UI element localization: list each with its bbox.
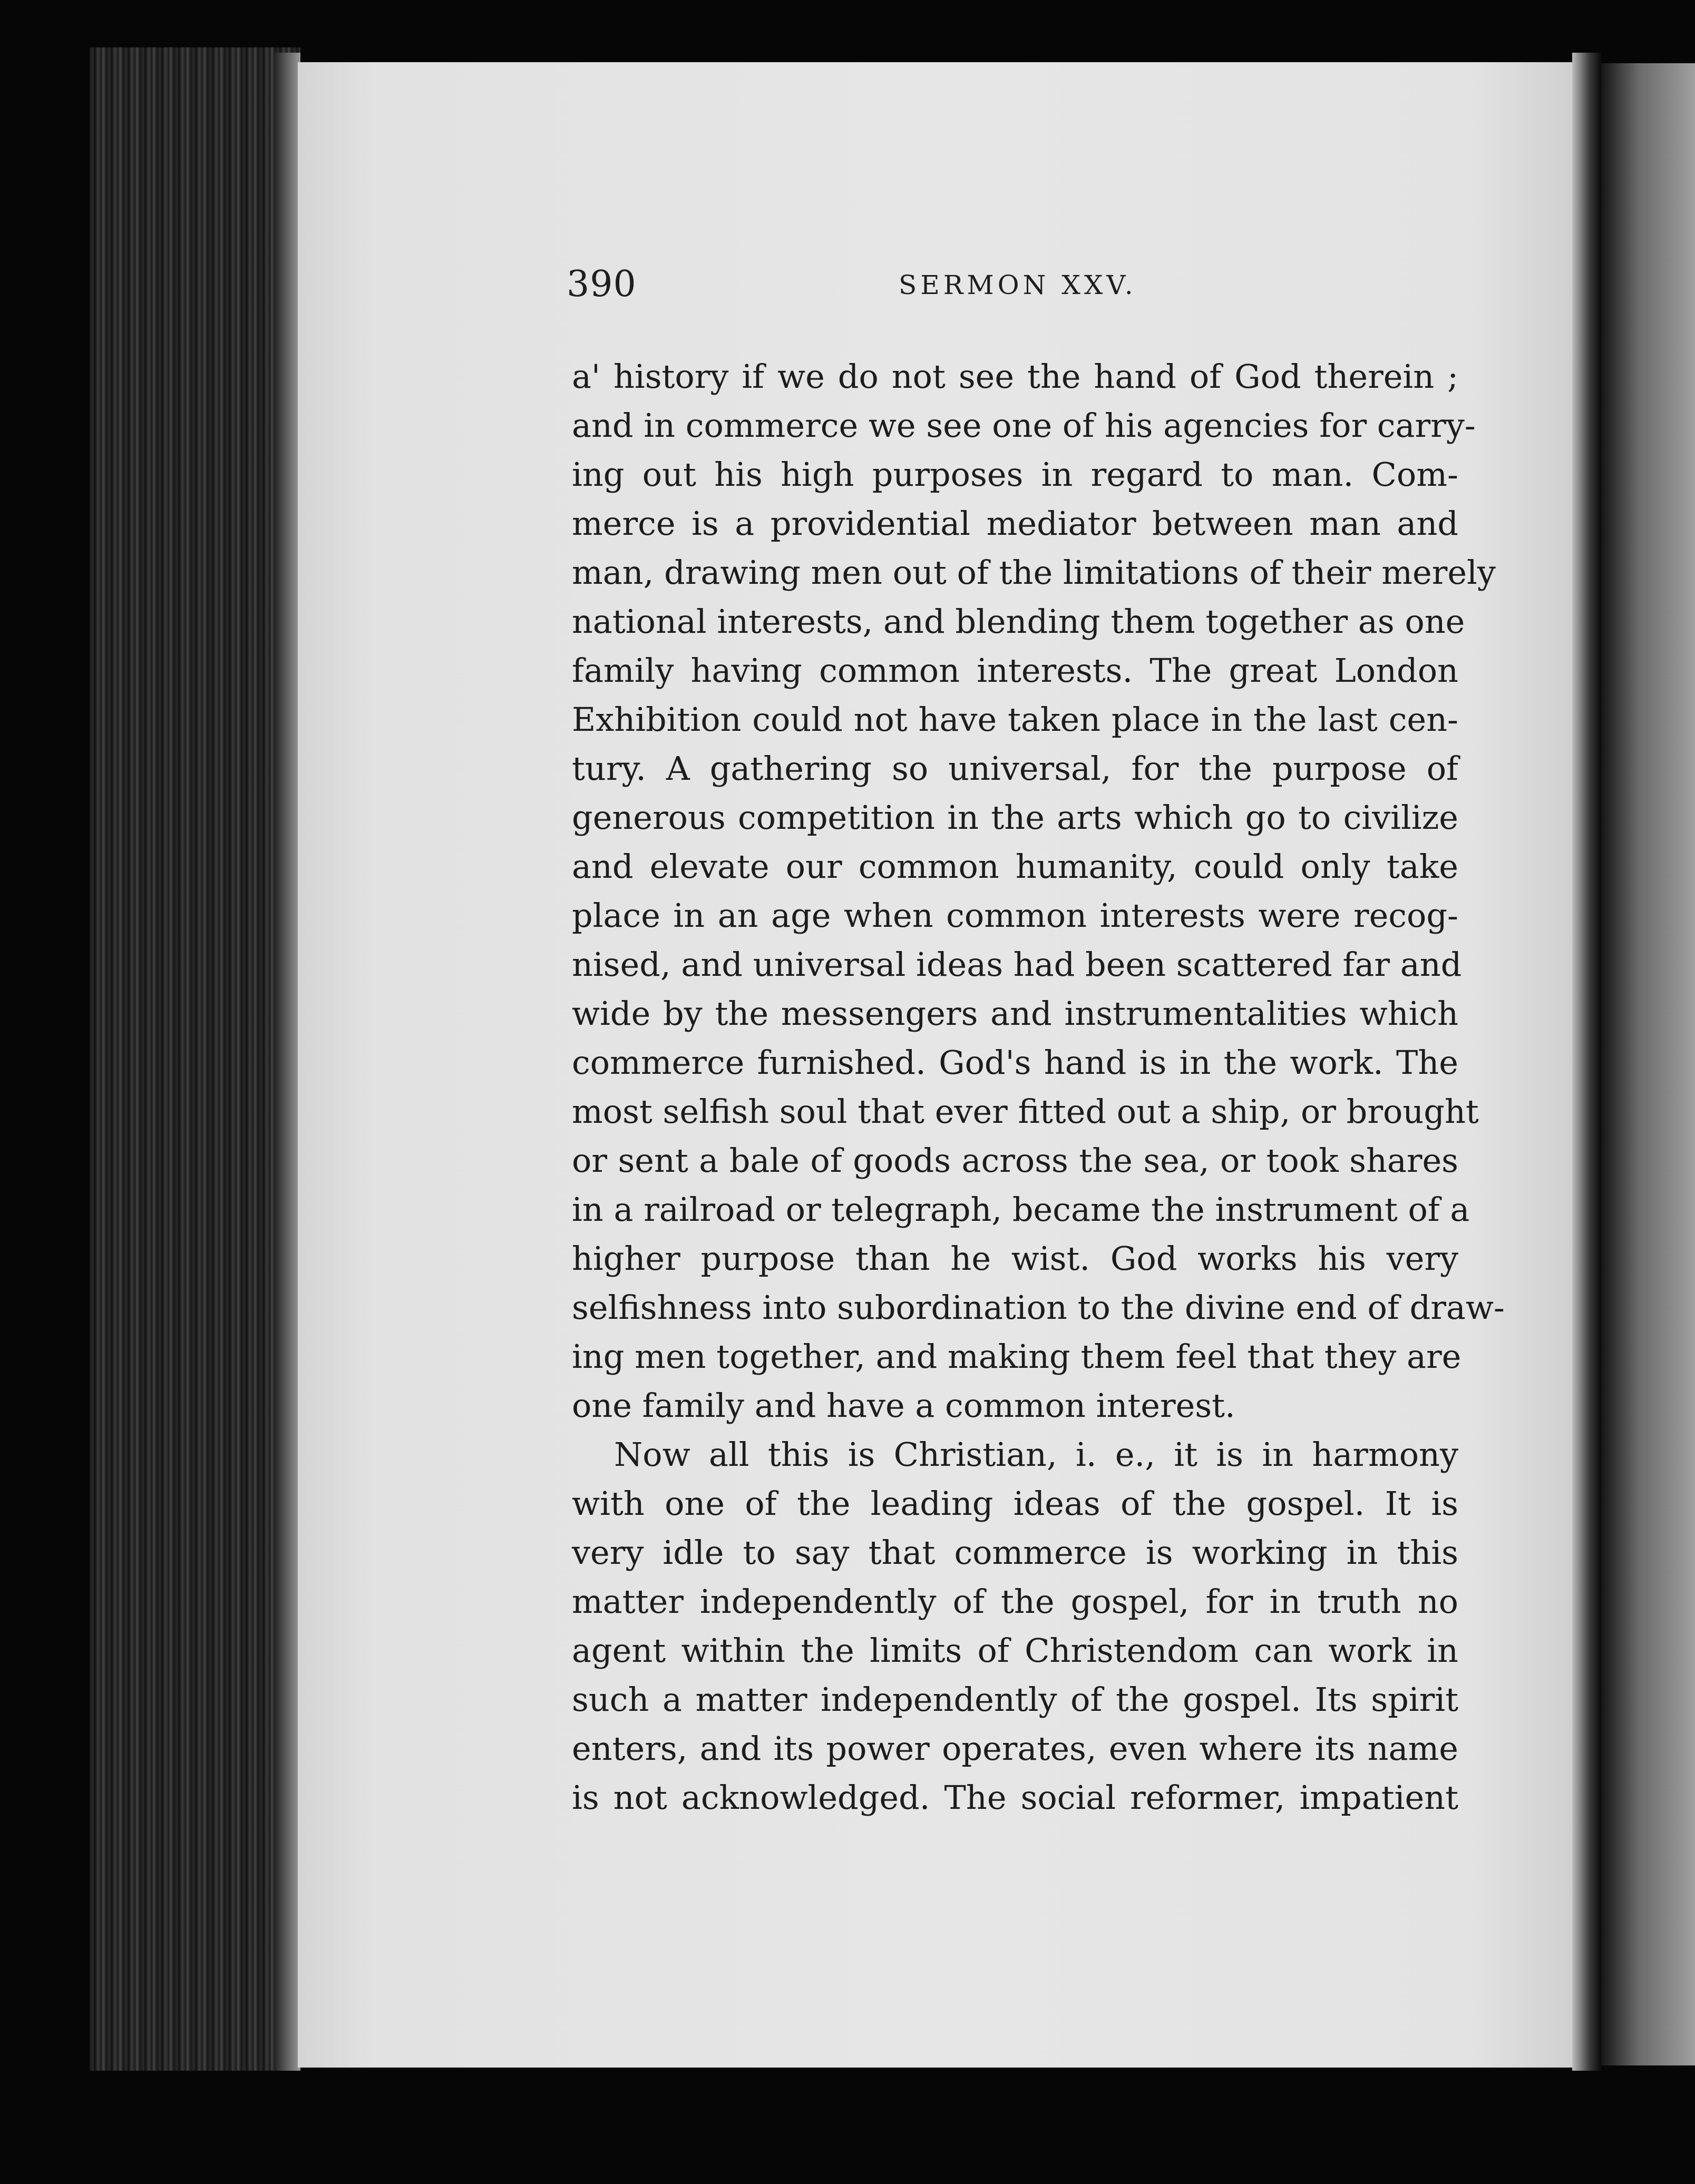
text-line: national interests, and blending them together as one	[572, 602, 1465, 641]
text-line: generous competition in the arts which go to civilize	[572, 798, 1458, 837]
text-line: selfishness into subordination to the divine end of draw-	[572, 1288, 1505, 1327]
text-line: one family and have a common interest.	[572, 1386, 1235, 1425]
text-line: in a railroad or telegraph, became the instrument of a	[572, 1190, 1470, 1229]
text-line: Exhibition could not have taken place in the last cen-	[572, 700, 1458, 739]
paragraph-1	[572, 352, 1505, 1430]
text-line: with one of the leading ideas of the gospel. It is	[572, 1484, 1458, 1523]
page-number: 390	[567, 263, 637, 305]
text-line: place in an age when common interests were recog-	[572, 896, 1458, 935]
text-line: higher purpose than he wist. God works his very	[572, 1239, 1458, 1278]
text-line: family having common interests. The great London	[572, 651, 1458, 690]
text-line: is not acknowledged. The social reformer, impatient	[572, 1778, 1458, 1817]
page-header	[567, 263, 1463, 311]
text-line: ing out his high purposes in regard to man. Com-	[572, 455, 1458, 494]
text-line: matter independently of the gospel, for in truth no	[572, 1582, 1458, 1621]
text-line: commerce furnished. God's hand is in the work. The	[572, 1043, 1458, 1082]
text-line: or sent a bale of goods across the sea, or took shares	[572, 1141, 1458, 1180]
text-line: Now all this is Christian, i. e., it is in harmony	[614, 1435, 1458, 1474]
running-head: SERMON XXV.	[899, 270, 1137, 300]
text-line: nised, and universal ideas had been scattered far and	[572, 945, 1462, 984]
text-line: enters, and its power operates, even where its name	[572, 1729, 1458, 1768]
stacked-page-edges	[90, 47, 300, 2071]
page-right-edge	[1572, 53, 1601, 2071]
text-line: tury. A gathering so universal, for the purpose of	[572, 749, 1458, 788]
text-line: a' history if we do not see the hand of God therein ;	[572, 357, 1458, 396]
text-line: most selfish soul that ever fitted out a ship, or brought	[572, 1092, 1479, 1131]
text-line: man, drawing men out of the limitations of their merely	[572, 553, 1496, 592]
text-line: very idle to say that commerce is working in this	[572, 1533, 1458, 1572]
book-gutter	[274, 53, 300, 2071]
text-line: and elevate our common humanity, could only take	[572, 847, 1458, 886]
text-line: wide by the messengers and instrumentalities which	[572, 994, 1458, 1033]
text-line: merce is a providential mediator between man and	[572, 504, 1458, 543]
paragraph-2	[572, 1430, 1458, 1822]
text-line: such a matter independently of the gospel. Its spirit	[572, 1680, 1458, 1719]
facing-page-sliver	[1601, 63, 1695, 2065]
text-line: ing men together, and making them feel that they are	[572, 1337, 1462, 1376]
text-line: and in commerce we see one of his agencies for carry-	[572, 406, 1476, 445]
body-text	[572, 352, 1505, 1822]
text-line: agent within the limits of Christendom can work in	[572, 1631, 1458, 1670]
